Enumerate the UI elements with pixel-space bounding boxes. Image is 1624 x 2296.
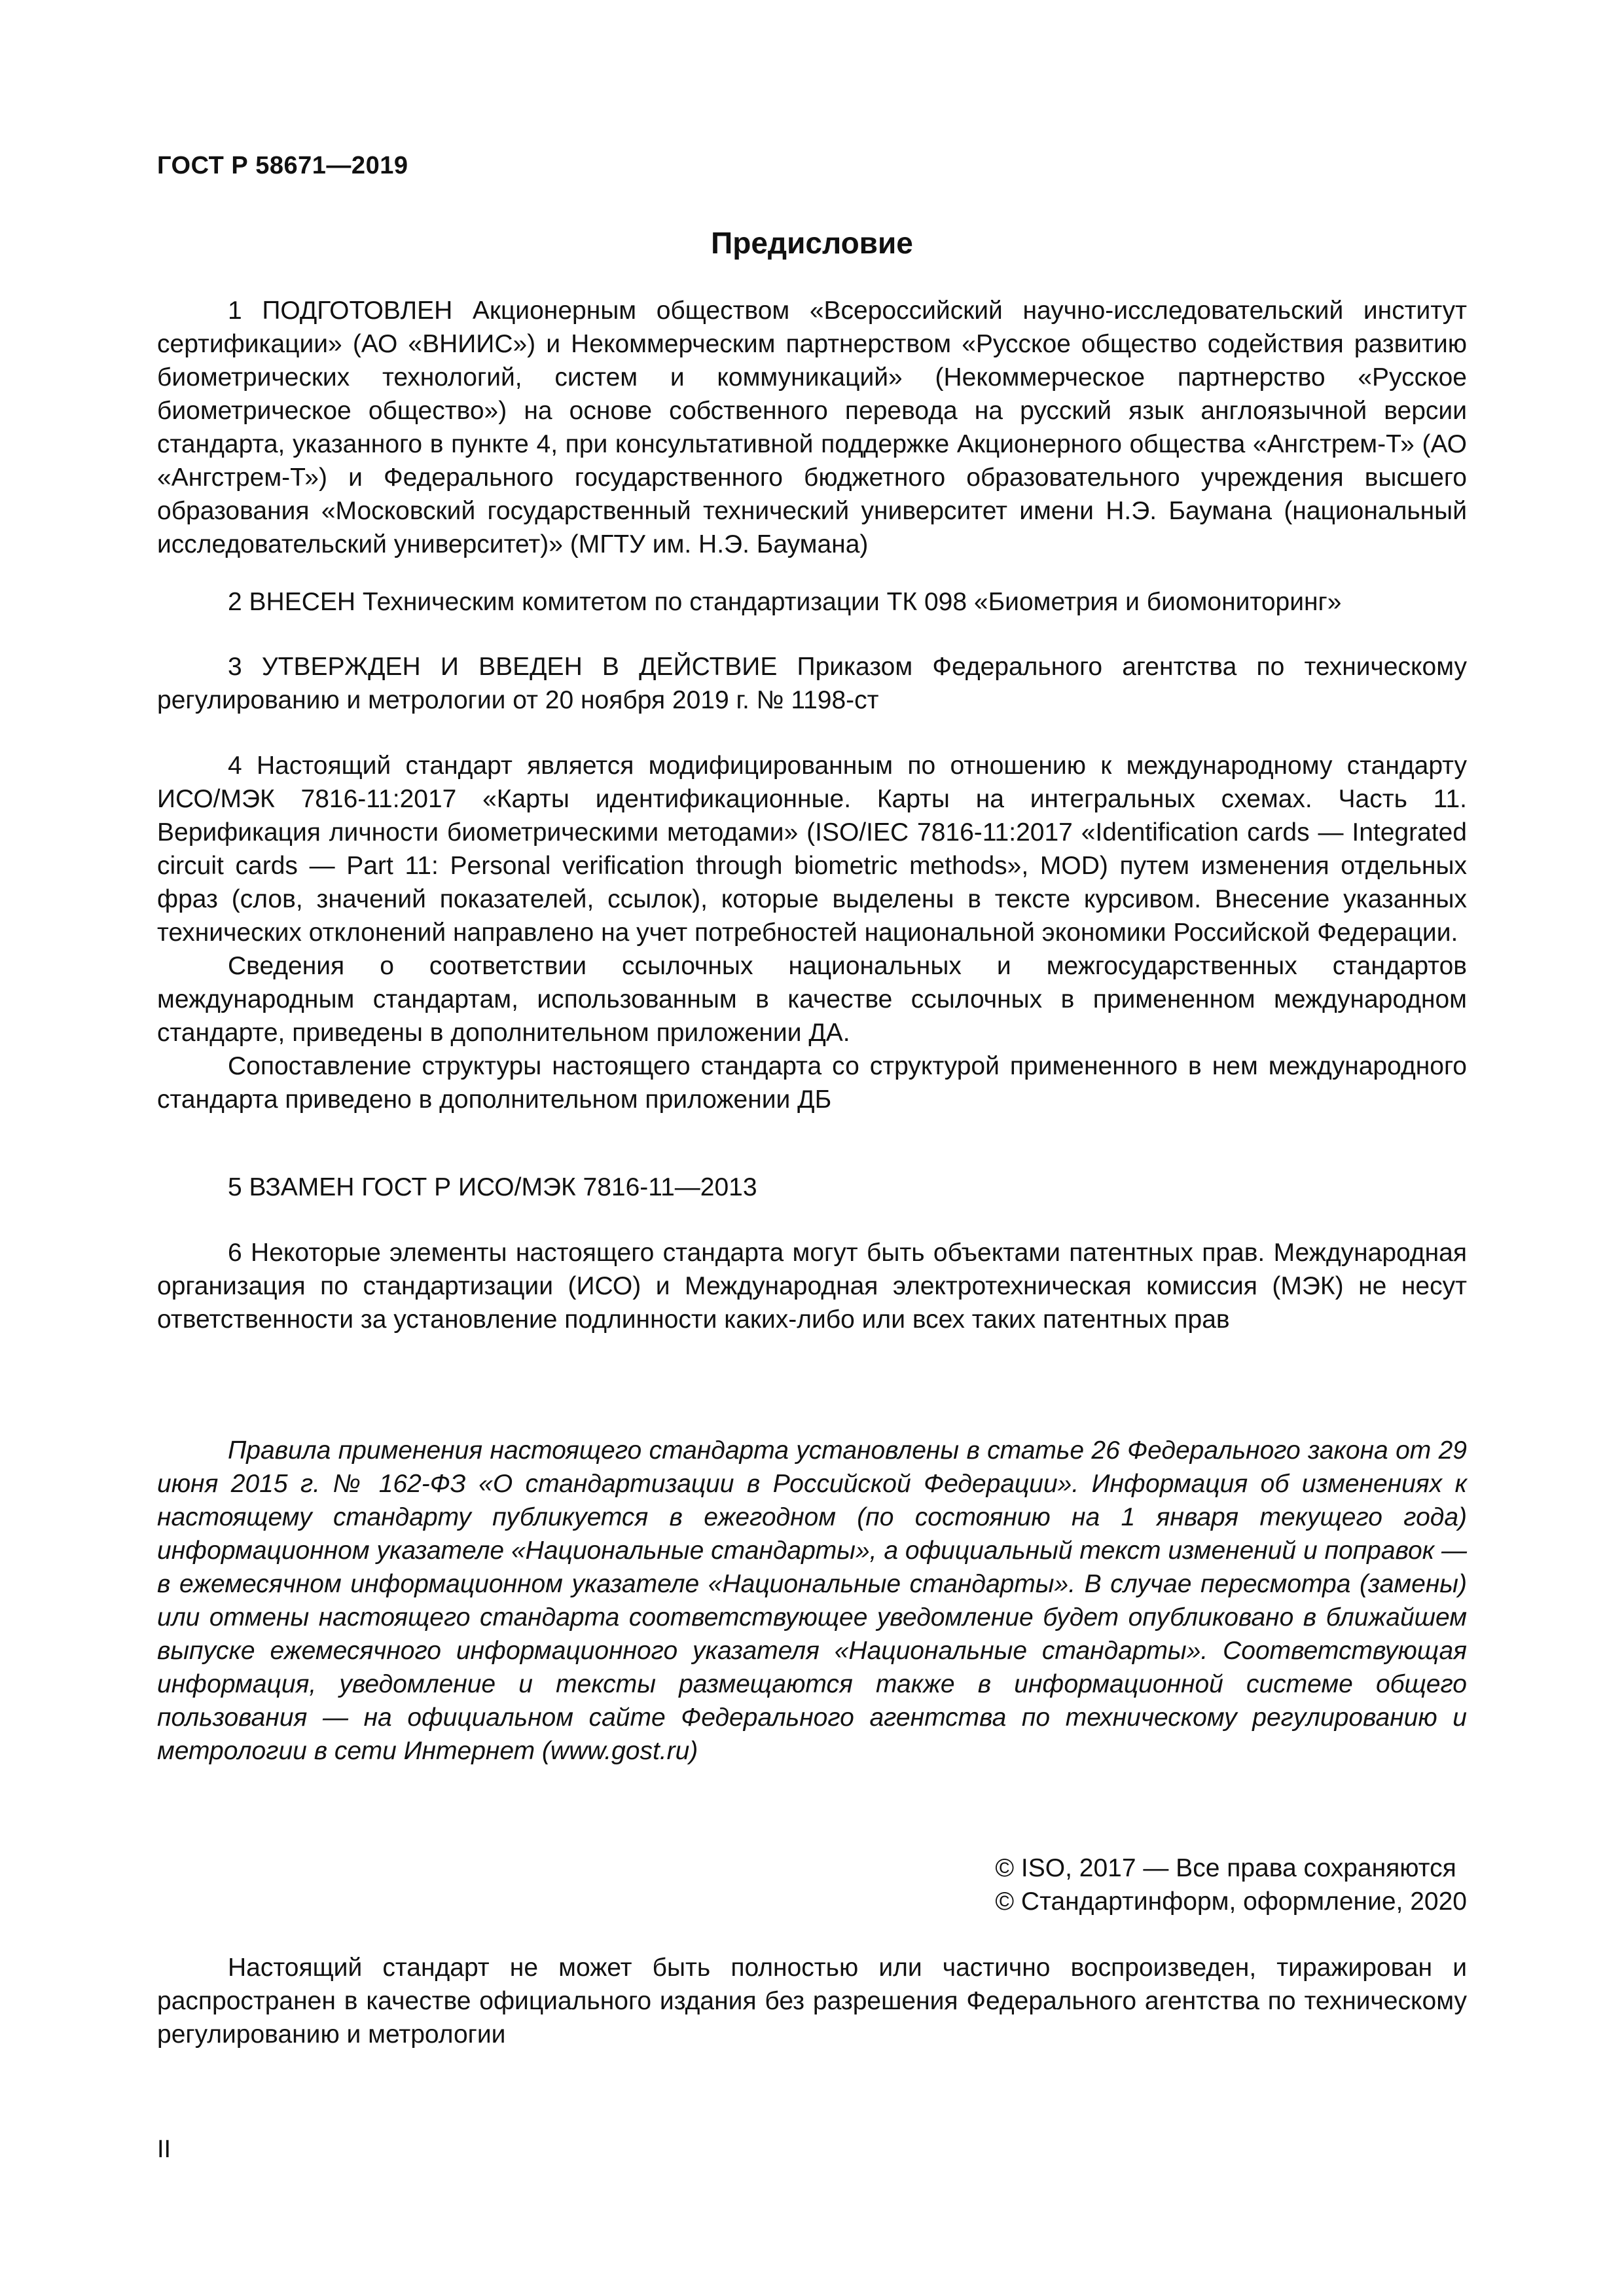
copyright-block [995,1851,1467,1918]
section-2-introduced-by [157,585,1467,619]
section-2-text: 2 ВНЕСЕН Техническим комитетом по стандартизации ТК 098 «Биометрия и биомониторинг» [228,588,1342,616]
reproduction-notice-text: Настоящий стандарт не может быть полностью или частично воспроизведен, тиражирован и распространен в качестве официального издания без разрешения Федерального агентства по техническому регулированию и метрологии [157,1954,1467,2049]
application-rules [157,1434,1467,1768]
section-5-replaces [157,1171,1467,1204]
page-title: Предисловие [711,226,913,260]
section-5-text: 5 ВЗАМЕН ГОСТ Р ИСО/МЭК 7816-11—2013 [228,1173,757,1201]
application-rules-text: Правила применения настоящего стандарта установлены в статье 26 Федерального закона от 29 июня 2015 г. № 162-ФЗ «О стандартизации в Российской Федерации». Информация об изменениях к настоящему стандарту публикуется в ежегодном (по состоянию на 1 января текущего года) информационном указателе «Национальные стандарты», а официальный текст изменений и поправок — в ежемесячном информационном указателе «Национальные стандарты». В случае пересмотра (замены) или отмены настоящего стандарта соответствующее уведомление будет опубликовано в ближайшем выпуске ежемесячного информационного указателя «Национальные стандарты». Соответствующая информация, уведомление и тексты размещаются также в информационной системе общего пользования — на официальном сайте Федерального агентства по техническому регулированию и метрологии в сети Интернет (www.gost.ru) [157,1436,1467,1765]
section-6-patents [157,1236,1467,1336]
section-4-paragraph-2: Сведения о соответствии ссылочных национальных и межгосударственных стандартов международным стандартам, использованным в качестве ссылочных в примененном международном стандарте, приведены в дополнительном приложении ДА. [157,952,1467,1047]
section-3-approved [157,650,1467,717]
document-code: ГОСТ Р 58671—2019 [157,152,408,179]
copyright-standartinform: © Стандартинформ, оформление, 2020 [995,1887,1467,1916]
section-4-paragraph-1: 4 Настоящий стандарт является модифицированным по отношению к международному стандарту ИСО/МЭК 7816-11:2017 «Карты идентификационные. Карты на интегральных схемах. Часть 11. Верификация личности биометрическими методами» (ISO/IEC 7816-11:2017 «Identification cards — Integrated circuit cards — Part 11: Personal verification through biometric methods», MOD) путем изменения отдельных фраз (слов, значений показателей, ссылок), которые выделены в тексте курсивом. Внесение указанных технических отклонений направлено на учет потребностей национальной экономики Российской Федерации. [157,752,1467,947]
section-3-text: 3 УТВЕРЖДЕН И ВВЕДЕН В ДЕЙСТВИЕ Приказом Федерального агентства по техническому регулированию и метрологии от 20 ноября 2019 г. № 1198-ст [157,653,1467,714]
page-number: II [157,2136,171,2163]
section-6-text: 6 Некоторые элементы настоящего стандарта могут быть объектами патентных прав. Международная организация по стандартизации (ИСО) и Международная электротехническая комиссия (МЭК) не несут ответственности за установление подлинности каких-либо или всех таких патентных прав [157,1239,1467,1334]
section-1-text: 1 ПОДГОТОВЛЕН Акционерным обществом «Всероссийский научно-исследовательский институт сертификации» (АО «ВНИИС») и Некоммерческим партнерством «Русское общество содействия развитию биометрических технологий, систем и коммуникаций» (Некоммерческое партнерство «Русское биометрическое общество») на основе собственного перевода на русский язык англоязычной версии стандарта, указанного в пункте 4, при консультативной поддержке Акционерного общества «Ангстрем-Т» (АО «Ангстрем-Т») и Федерального государственного бюджетного образовательного учреждения высшего образования «Московский государственный технический университет имени Н.Э. Баумана (национальный исследовательский университет)» (МГТУ им. Н.Э. Баумана) [157,297,1467,558]
section-4-paragraph-3: Сопоставление структуры настоящего стандарта со структурой примененного в нем международного стандарта приведено в дополнительном приложении ДБ [157,1052,1467,1114]
copyright-iso: © ISO, 2017 — Все права сохраняются [995,1854,1456,1882]
reproduction-notice [157,1951,1467,2051]
section-4-modification [157,749,1467,1116]
section-1-prepared-by [157,294,1467,561]
